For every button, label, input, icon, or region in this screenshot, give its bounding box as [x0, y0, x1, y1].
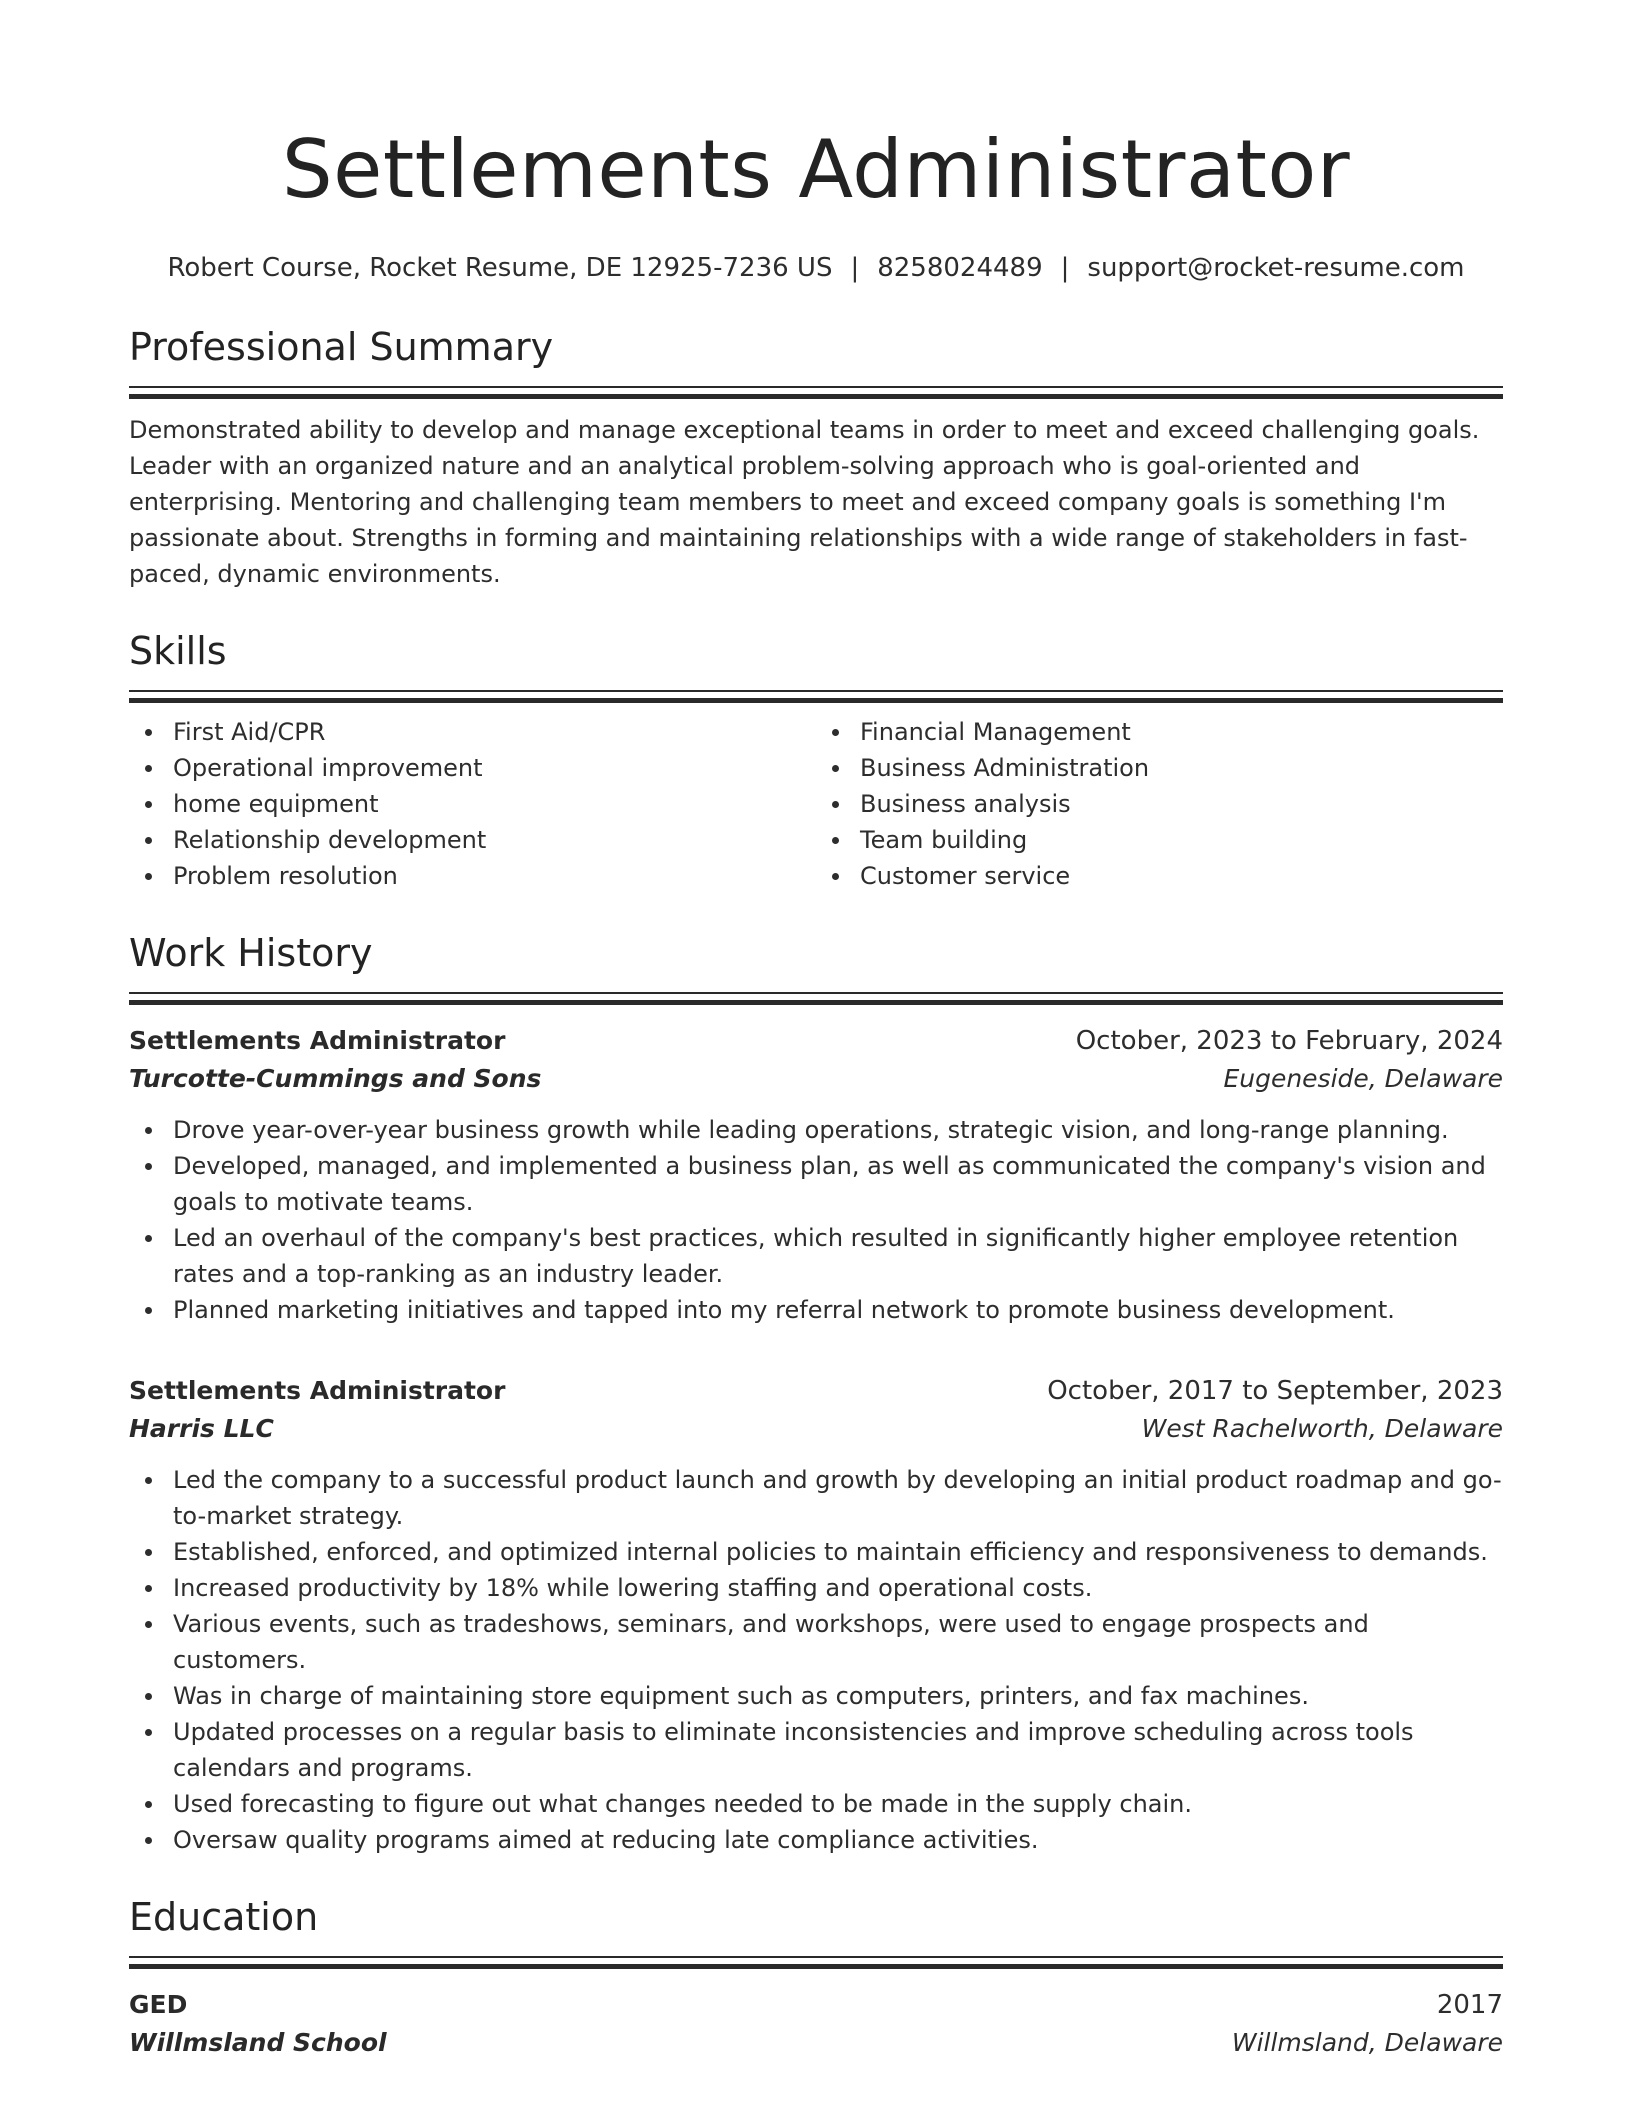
job-title: Settlements Administrator — [129, 1026, 506, 1055]
resume-title: Settlements Administrator — [281, 123, 1351, 216]
contact-separator: | — [1060, 253, 1070, 283]
section-divider — [129, 1956, 1503, 1966]
summary-text: Demonstrated ability to develop and manage exceptional teams in order to meet and exceed challenging goals. Leader with an organized nature and an analytical problem-solving approach who is goal-oriented and enterprising. Mentoring and challenging team members to meet and exceed company goals is something I'm passionate about. Strengths in forming and maintaining relationships with a wide range of stakeholders in fast-paced, dynamic environments. — [129, 416, 1480, 588]
skill-item: Relationship development — [129, 822, 816, 858]
education-section — [129, 1892, 1503, 2062]
contact-separator: | — [850, 253, 860, 283]
education-school: Willmsland School — [129, 2028, 387, 2057]
section-divider — [129, 690, 1503, 700]
skill-item: home equipment — [129, 786, 816, 822]
job-bullet: Increased productivity by 18% while lowering staffing and operational costs. — [129, 1570, 1503, 1606]
skill-item: Operational improvement — [129, 750, 816, 786]
job-bullet: Drove year-over-year business growth while leading operations, strategic vision, and long-range planning. — [129, 1112, 1503, 1148]
skill-item: Business Administration — [816, 750, 1503, 786]
job-location: West Rachelworth, Delaware — [1141, 1414, 1503, 1443]
work-history-section — [129, 928, 1503, 1858]
contact-address: Robert Course, Rocket Resume, DE 12925-7236 US — [167, 253, 833, 283]
section-divider — [129, 386, 1503, 396]
education-location: Willmsland, Delaware — [1231, 2028, 1503, 2057]
job-bullets — [129, 1112, 1503, 1328]
job-company: Harris LLC — [129, 1414, 274, 1443]
job-entry — [129, 1022, 1503, 1328]
education-entry — [129, 1986, 1503, 2062]
contact-phone: 8258024489 — [877, 253, 1043, 283]
skill-item: Business analysis — [816, 786, 1503, 822]
skills-section — [129, 626, 1503, 894]
job-location: Eugeneside, Delaware — [1223, 1064, 1503, 1093]
job-title: Settlements Administrator — [129, 1376, 506, 1405]
job-bullet: Developed, managed, and implemented a business plan, as well as communicated the company's vision and goals to motivate teams. — [129, 1148, 1503, 1220]
skills-list-left — [129, 714, 816, 894]
section-divider — [129, 992, 1503, 1002]
job-bullet: Planned marketing initiatives and tapped into my referral network to promote business development. — [129, 1292, 1503, 1328]
skill-item: Customer service — [816, 858, 1503, 894]
job-bullet: Led the company to a successful product launch and growth by developing an initial product roadmap and go-to-market strategy. — [129, 1462, 1503, 1534]
education-degree: GED — [129, 1990, 188, 2019]
skill-item: First Aid/CPR — [129, 714, 816, 750]
skill-item: Team building — [816, 822, 1503, 858]
skills-columns — [129, 714, 1503, 894]
education-year: 2017 — [1436, 1990, 1503, 2020]
summary-heading: Professional Summary — [129, 325, 554, 369]
skill-item: Problem resolution — [129, 858, 816, 894]
skill-item: Financial Management — [816, 714, 1503, 750]
job-company: Turcotte-Cummings and Sons — [129, 1064, 542, 1093]
work-history-heading: Work History — [129, 931, 373, 975]
job-bullet: Established, enforced, and optimized internal policies to maintain efficiency and responsiveness to demands. — [129, 1534, 1503, 1570]
contact-line — [129, 248, 1503, 288]
job-dates: October, 2017 to September, 2023 — [1047, 1376, 1503, 1406]
skills-heading: Skills — [129, 629, 227, 673]
job-bullet: Various events, such as tradeshows, seminars, and workshops, were used to engage prospects and customers. — [129, 1606, 1503, 1678]
education-heading: Education — [129, 1895, 319, 1939]
contact-email: support@rocket-resume.com — [1087, 253, 1465, 283]
job-bullet: Used forecasting to figure out what changes needed to be made in the supply chain. — [129, 1786, 1503, 1822]
job-bullet: Oversaw quality programs aimed at reducing late compliance activities. — [129, 1822, 1503, 1858]
job-dates: October, 2023 to February, 2024 — [1075, 1026, 1503, 1056]
job-bullet: Updated processes on a regular basis to eliminate inconsistencies and improve scheduling across tools calendars and programs. — [129, 1714, 1503, 1786]
job-entry — [129, 1372, 1503, 1858]
job-bullet: Was in charge of maintaining store equipment such as computers, printers, and fax machines. — [129, 1678, 1503, 1714]
job-bullets — [129, 1462, 1503, 1858]
job-bullet: Led an overhaul of the company's best practices, which resulted in significantly higher employee retention rates and a top-ranking as an industry leader. — [129, 1220, 1503, 1292]
skills-list-right — [816, 714, 1503, 894]
summary-section — [129, 322, 1503, 592]
